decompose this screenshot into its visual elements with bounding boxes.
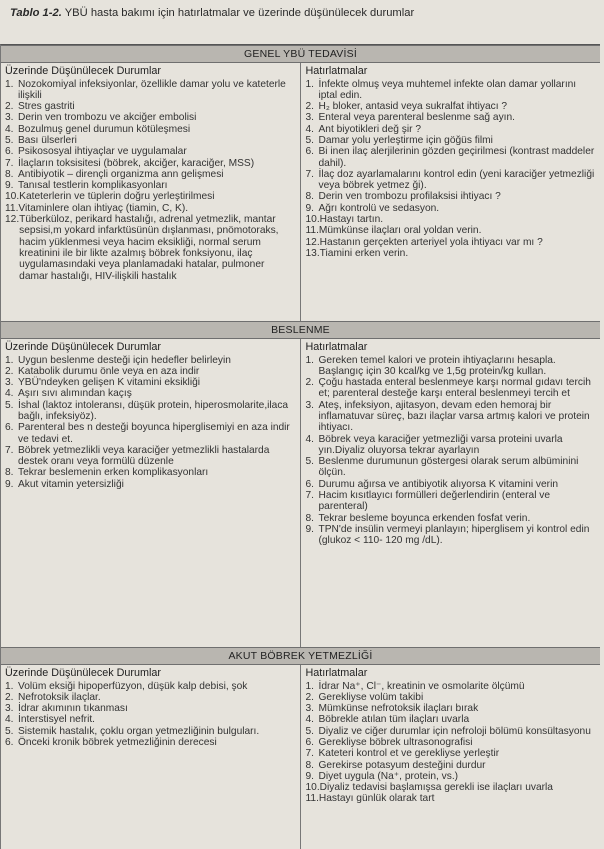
item-text: Parenteral bes n desteği boyunca hiperglisemiyi en aza indir ve tedavi et.	[18, 422, 290, 445]
item-number: 5.	[5, 399, 14, 411]
considerations-column	[1, 665, 301, 849]
item-text: Derin ven trombozu profilaksisi ihtiyacı ?	[318, 191, 501, 203]
item-number: 8.	[305, 759, 314, 771]
item-number: 4.	[305, 714, 314, 726]
item-text: Akut vitamin yetersizliği	[18, 478, 124, 490]
section-akut-bobrek	[1, 647, 600, 849]
item-number: 3.	[305, 399, 314, 411]
table-caption	[10, 6, 595, 20]
section-beslenme	[1, 321, 600, 647]
list-item	[5, 726, 296, 737]
item-number: 12.	[305, 236, 320, 248]
list-item	[306, 146, 597, 169]
list-item	[5, 355, 296, 366]
column-heading: Üzerinde Düşünülecek Durumlar	[5, 65, 162, 77]
section-genel-ybu	[1, 45, 600, 321]
list-item	[306, 248, 597, 259]
item-number: 10.	[305, 214, 320, 226]
list-item	[5, 681, 296, 692]
item-number: 10.	[5, 191, 20, 203]
item-number: 6.	[5, 422, 14, 434]
item-text: Antibiyotik – dirençli organizma ann gelişmesi	[18, 168, 224, 180]
list-item	[5, 191, 296, 202]
item-number: 4.	[305, 433, 314, 445]
list-item	[306, 434, 597, 457]
item-text: İshal (laktoz intoleransı, düşük protein, hiperosmolarite,ilaca bağlı, infeksiyöz).	[18, 399, 289, 422]
list-item	[306, 703, 597, 714]
item-number: 7.	[5, 444, 14, 456]
list-item	[306, 524, 597, 547]
item-text: Durumu ağırsa ve antibiyotik alıyorsa K vitamini verin	[318, 478, 559, 490]
item-text: Önceki kronik böbrek yetmezliğinin derecesi	[18, 736, 217, 748]
item-text: İdrar akımının tıkanması	[18, 703, 128, 715]
item-number: 3.	[5, 703, 14, 715]
table-title: YBÜ hasta bakımı için hatırlatmalar ve üzerinde düşünülecek durumlar	[64, 7, 415, 19]
column-heading: Üzerinde Düşünülecek Durumlar	[5, 341, 162, 353]
item-number: 8.	[5, 168, 14, 180]
item-number: 9.	[5, 478, 14, 490]
item-text: Bası ülserleri	[18, 134, 77, 146]
item-text: İlaç doz ayarlamalarını kontrol edin (yeni karaciğer yetmezliği veya böbrek yetmez ği).	[318, 168, 595, 192]
item-text: Mümkünse nefrotoksik ilaçları bırak	[318, 703, 479, 715]
item-text: Ateş, infeksiyon, ajitasyon, devam eden hemoraj bir inflamatuvar süreç, bazı ilaçlar varsa artmış kalori ve protein ihtiyacı.	[318, 399, 590, 434]
item-number: 10.	[305, 782, 320, 794]
list-item	[306, 124, 597, 135]
list-item	[306, 771, 597, 782]
list-item	[306, 79, 597, 102]
list-item	[306, 101, 597, 112]
list-item	[306, 112, 597, 123]
item-number: 7.	[305, 490, 314, 502]
item-text: H₂ bloker, antasid veya sukralfat ihtiyacı ?	[318, 101, 508, 113]
item-number: 3.	[5, 112, 14, 124]
item-text: Diyaliz tedavisi başlamışsa gerekli ise ilaçları uvarla	[319, 782, 553, 794]
list-item	[5, 400, 296, 423]
list-item	[306, 400, 597, 434]
list-item	[5, 214, 296, 282]
item-text: Derin ven trombozu ve akciğer embolisi	[18, 112, 197, 124]
item-number: 6.	[5, 146, 14, 158]
item-text: Damar yolu yerleştirme için göğüs filmi	[318, 134, 493, 146]
item-text: Hastayı günlük olarak tart	[318, 793, 435, 805]
item-number: 3.	[305, 112, 314, 124]
item-number: 6.	[305, 478, 314, 490]
reminders-column	[301, 63, 601, 321]
list-item	[306, 748, 597, 759]
column-heading: Üzerinde Düşünülecek Durumlar	[5, 667, 162, 679]
reminders-column	[301, 665, 601, 849]
list-item	[306, 169, 597, 192]
item-text: Böbrekle atılan tüm ilaçları uvarla	[318, 714, 470, 726]
item-number: 1.	[5, 354, 14, 366]
list-item	[306, 513, 597, 524]
item-text: Stres gastriti	[18, 101, 75, 113]
item-text: Uygun beslenme desteği için hedefler belirleyin	[18, 354, 231, 366]
considerations-column	[1, 63, 301, 321]
column-heading: Hatırlatmalar	[305, 667, 368, 679]
item-number: 9.	[305, 202, 314, 214]
list-item	[5, 737, 296, 748]
item-number: 9.	[5, 180, 14, 192]
reminders-list	[306, 79, 597, 260]
item-text: Tüberküloz, perikard hastalığı, adrenal yetmezlik, mantar sepsisi,m yokard infarktüsünün dışlanması, pnömotoraks, hacim yüklenmesi veya hacim eksikliği, normal serum kreatinini ile bir likte azalmış böbrek fonksiyonu, ilaç uygulamasındaki veya planlamadaki hatalar, pulmoner damar hastalığı, HIV-ilişkili hastalık	[19, 214, 279, 282]
item-text: Ant biyotikleri değ şir ?	[318, 123, 421, 135]
list-item	[306, 135, 597, 146]
considerations-list	[5, 79, 296, 282]
item-text: Çoğu hastada enteral beslenmeye karşı normal gıdavı tercih et; parenteral desteğe karşı enteral beslenmeyi tercih et	[318, 377, 591, 400]
item-text: Tekrar besleme boyunca erkenden fosfat verin.	[318, 512, 531, 524]
considerations-list	[5, 355, 296, 491]
item-text: YBÜ'ndeyken gelişen K vitamini eksikliği	[18, 377, 201, 389]
item-text: Nefrotoksik ilaçlar.	[18, 691, 101, 703]
item-text: Böbrek veya karaciğer yetmezliği varsa proteini uvarla yın.Diyaliz oluyorsa tekrar ayarlayın	[318, 433, 563, 456]
list-item	[306, 714, 597, 725]
list-item	[5, 146, 296, 157]
item-number: 11.	[5, 202, 19, 214]
reminders-list	[306, 355, 597, 547]
list-item	[306, 456, 597, 479]
list-item	[306, 225, 597, 236]
item-number: 2.	[5, 691, 14, 703]
section-columns	[1, 665, 600, 849]
item-number: 8.	[5, 467, 14, 479]
item-text: Nozokomiyal infeksiyonlar, özellikle damar yolu ve kateterle ilişkili	[18, 78, 286, 101]
list-item	[306, 191, 597, 202]
item-text: Tekrar beslemenin erken komplikasyonları	[18, 467, 209, 479]
item-number: 7.	[5, 157, 14, 169]
item-number: 6.	[5, 736, 14, 748]
item-number: 11.	[305, 225, 319, 237]
section-banner: BESLENME	[1, 321, 600, 339]
item-text: Hastayı tartın.	[319, 214, 384, 226]
list-item	[306, 760, 597, 771]
list-item	[5, 714, 296, 725]
item-number: 4.	[5, 123, 14, 135]
column-heading: Hatırlatmalar	[305, 65, 368, 77]
item-text: Hacim kısıtlayıcı formülleri değerlendirin (enteral ve parenteral)	[318, 490, 551, 513]
item-text: Enteral veya parenteral beslenme sağ ayın.	[318, 112, 516, 124]
item-number: 7.	[305, 168, 314, 180]
item-number: 2.	[5, 101, 14, 113]
item-number: 1.	[305, 354, 314, 366]
item-text: Mümkünse ilaçları oral yoldan verin.	[318, 225, 482, 237]
item-number: 2.	[5, 365, 14, 377]
item-text: Bozulmuş genel durumun kötüleşmesi	[18, 123, 191, 135]
list-item	[5, 135, 296, 146]
column-heading: Hatırlatmalar	[305, 341, 368, 353]
item-text: Diyet uygula (Na⁺, protein, vs.)	[318, 770, 459, 782]
section-banner: AKUT BÖBREK YETMEZLİĞİ	[1, 647, 600, 665]
item-text: İlaçların toksisitesi (böbrek, akciğer, karaciğer, MSS)	[18, 157, 255, 169]
item-number: 5.	[5, 725, 14, 737]
item-number: 9.	[305, 770, 314, 782]
list-item	[5, 112, 296, 123]
list-item	[306, 726, 597, 737]
item-number: 3.	[5, 377, 14, 389]
item-text: Katabolik durumu önle veya en aza indir	[18, 365, 200, 377]
list-item	[306, 377, 597, 400]
item-number: 12.	[5, 214, 20, 226]
list-item	[5, 445, 296, 468]
list-item	[5, 180, 296, 191]
table-number: Tablo 1-2.	[10, 7, 62, 19]
list-item	[306, 782, 597, 793]
item-number: 5.	[5, 134, 14, 146]
list-item	[5, 467, 296, 478]
item-number: 6.	[305, 146, 314, 158]
item-number: 5.	[305, 725, 314, 737]
list-item	[5, 169, 296, 180]
item-text: Bi inen ilaç alerjilerinin gözden geçirilmesi (kontrast maddeler dahil).	[318, 146, 595, 169]
reminders-column	[301, 339, 601, 647]
list-item	[306, 355, 597, 378]
item-text: Volüm eksiği hipoperfüzyon, düşük kalp debisi, şok	[18, 680, 248, 692]
list-item	[5, 203, 296, 214]
list-item	[306, 681, 597, 692]
item-number: 11.	[305, 793, 319, 805]
section-columns	[1, 339, 600, 647]
item-number: 1.	[5, 680, 14, 692]
item-text: Gerekliyse böbrek ultrasonografisi	[318, 736, 473, 748]
considerations-column	[1, 339, 301, 647]
item-text: Beslenme durumunun göstergesi olarak serum albüminini ölçün.	[318, 456, 579, 479]
list-item	[306, 237, 597, 248]
item-number: 8.	[305, 191, 314, 203]
item-text: TPN'de insülin vermeyi planlayın; hiperglisem yi kontrol edin (glukoz < 110- 120 mg /dL).	[318, 523, 590, 547]
list-item	[306, 737, 597, 748]
list-item	[5, 124, 296, 135]
item-text: Diyaliz ve ciğer durumlar için nefroloji bölümü konsültasyonu	[318, 725, 591, 737]
item-text: Tanısal testlerin komplikasyonları	[18, 180, 168, 192]
section-banner: GENEL YBÜ TEDAVİSİ	[1, 45, 600, 63]
list-item	[306, 203, 597, 214]
item-text: İdrar Na⁺, Cl⁻, kreatinin ve osmolarite ölçümü	[318, 680, 525, 692]
list-item	[5, 692, 296, 703]
considerations-list	[5, 681, 296, 749]
list-item	[306, 214, 597, 225]
item-number: 3.	[305, 703, 314, 715]
item-number: 6.	[305, 736, 314, 748]
item-number: 7.	[305, 748, 314, 760]
item-text: İnfekte olmuş veya muhtemel infekte olan damar yollarını iptal edin.	[318, 78, 577, 101]
list-item	[306, 490, 597, 513]
list-item	[306, 479, 597, 490]
item-number: 13.	[305, 247, 320, 259]
item-number: 5.	[305, 134, 314, 146]
item-number: 8.	[305, 512, 314, 524]
item-text: Gerekirse potasyum desteğini durdur	[318, 759, 486, 771]
item-text: Psikososyal ihtiyaçlar ve uygulamalar	[18, 146, 187, 158]
item-text: Sistemik hastalık, çoklu organ yetmezliğinin bulguları.	[18, 725, 260, 737]
list-item	[5, 479, 296, 490]
item-text: İnterstisyel nefrit.	[18, 714, 95, 726]
item-text: Tiamini erken verin.	[319, 247, 409, 259]
item-number: 9.	[305, 523, 314, 535]
list-item	[5, 158, 296, 169]
item-number: 2.	[305, 101, 314, 113]
list-item	[306, 793, 597, 804]
item-text: Ağrı kontrolü ve sedasyon.	[318, 202, 440, 214]
list-item	[5, 703, 296, 714]
item-number: 4.	[5, 388, 14, 400]
list-item	[306, 692, 597, 703]
item-number: 4.	[305, 123, 314, 135]
section-columns	[1, 63, 600, 321]
item-number: 1.	[305, 680, 314, 692]
item-text: Gerekliyse volüm takibi	[318, 691, 424, 703]
item-number: 4.	[5, 714, 14, 726]
item-text: Aşırı sıvı alımından kaçış	[18, 388, 132, 400]
item-text: Vitaminlere olan ihtiyaç (tiamin, C, K).	[18, 202, 189, 214]
list-item	[5, 79, 296, 102]
item-text: Böbrek yetmezlikli veya karaciğer yetmezlikli hastalarda destek oranı veya formülü düzenle	[18, 444, 270, 468]
list-item	[5, 101, 296, 112]
reminders-list	[306, 681, 597, 805]
item-number: 1.	[5, 78, 14, 90]
item-text: Kateterlerin ve tüplerin doğru yerleştirilmesi	[19, 191, 215, 203]
list-item	[5, 377, 296, 388]
item-text: Kateteri kontrol et ve gerekliyse yerleştir	[318, 748, 500, 760]
list-item	[5, 366, 296, 377]
reminders-table	[0, 44, 600, 849]
item-number: 5.	[305, 456, 314, 468]
list-item	[5, 422, 296, 445]
item-text: Hastanın gerçekten arteriyel yola ihtiyacı var mı ?	[319, 236, 543, 248]
item-number: 1.	[305, 78, 314, 90]
item-text: Gereken temel kalori ve protein ihtiyaçlarını hesapla. Başlangıç için 30 kcal/kg ve 1,5g protein/kg kullan.	[318, 354, 556, 377]
list-item	[5, 388, 296, 399]
item-number: 2.	[305, 691, 314, 703]
item-number: 2.	[305, 377, 314, 389]
